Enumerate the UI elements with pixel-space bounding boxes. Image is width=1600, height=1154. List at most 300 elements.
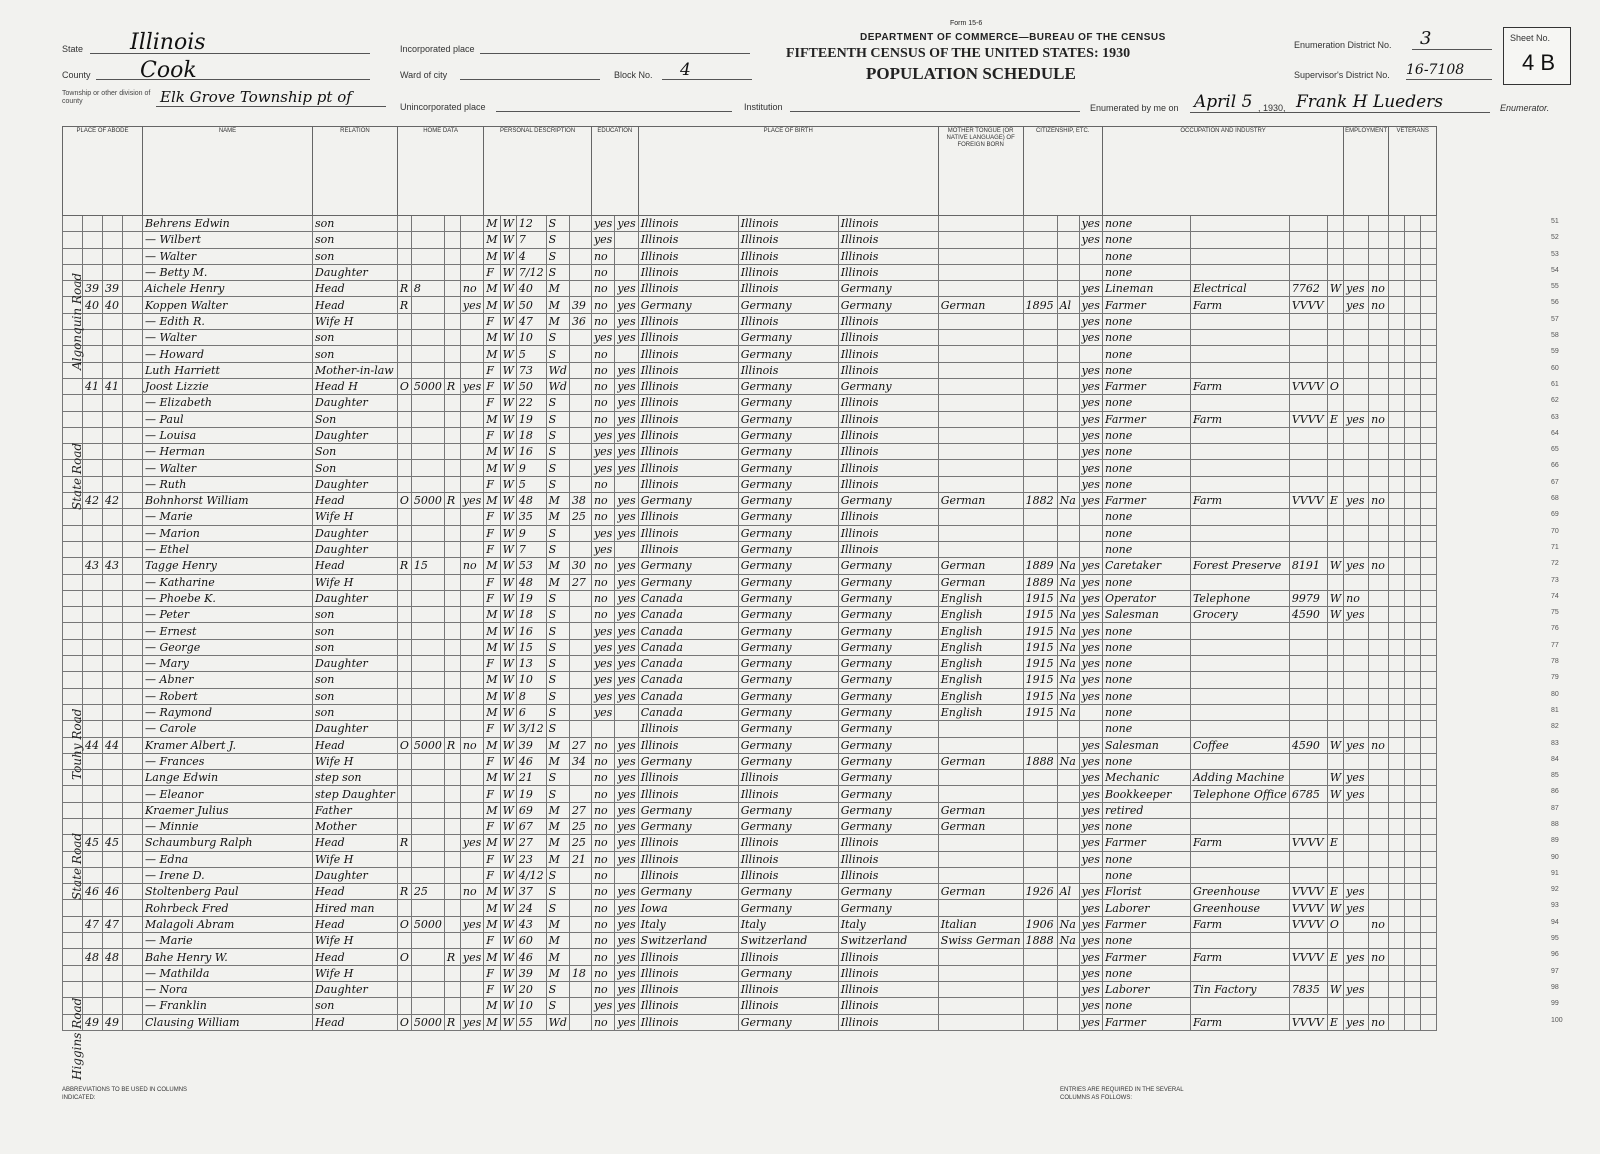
cell-tongue <box>938 949 1023 965</box>
cell-value <box>411 867 444 883</box>
cell-occupation: none <box>1102 574 1190 590</box>
cell-name: Aichele Henry <box>143 281 313 297</box>
cell-worker <box>1327 216 1343 232</box>
cell-sex: M <box>484 900 500 916</box>
cell-name: — Walter <box>143 330 313 346</box>
cell-birth: Illinois <box>638 281 738 297</box>
cell-value <box>411 444 444 460</box>
cell-blank <box>1405 607 1421 623</box>
cell-blank <box>1421 574 1437 590</box>
cell-employed: yes <box>1344 949 1369 965</box>
cell-dwelling <box>103 248 123 264</box>
cell-blank <box>1421 297 1437 313</box>
cell-blank <box>1389 704 1405 720</box>
cell-race: W <box>500 493 516 509</box>
cell-age: 50 <box>516 297 546 313</box>
cell-relation: son <box>313 248 398 264</box>
supervisor-value: 16-7108 <box>1406 62 1465 78</box>
cell-code: 8191 <box>1289 558 1327 574</box>
cell-read: yes <box>615 933 638 949</box>
cell-blank <box>1389 639 1405 655</box>
cell-employed <box>1344 802 1369 818</box>
table-row <box>63 851 1437 867</box>
cell-tongue <box>938 867 1023 883</box>
cell-tenure <box>397 965 411 981</box>
cell-age-marr: 36 <box>569 313 591 329</box>
cell-house <box>83 216 103 232</box>
cell-race: W <box>500 411 516 427</box>
cell-house <box>83 509 103 525</box>
cell-blank <box>1421 281 1437 297</box>
cell-radio <box>444 216 460 232</box>
cell-age-marr: 38 <box>569 493 591 509</box>
cell-birth: Illinois <box>638 525 738 541</box>
cell-family <box>123 346 143 362</box>
cell-age: 27 <box>516 835 546 851</box>
cell-tongue <box>938 362 1023 378</box>
cell-birth: Illinois <box>638 264 738 280</box>
cell-english: yes <box>1079 378 1102 394</box>
cell-blank <box>1389 884 1405 900</box>
cell-blank <box>1389 770 1405 786</box>
cell-marital: S <box>546 981 569 997</box>
cell-vet <box>1369 721 1389 737</box>
cell-nat <box>1057 378 1079 394</box>
cell-age: 37 <box>516 884 546 900</box>
cell-year-imm <box>1023 802 1057 818</box>
cell-code <box>1289 216 1327 232</box>
cell-code <box>1289 460 1327 476</box>
cell-employed <box>1344 835 1369 851</box>
cell-school: no <box>591 867 614 883</box>
cell-radio <box>444 981 460 997</box>
cell-marital: S <box>546 460 569 476</box>
cell-radio <box>444 770 460 786</box>
cell-sex: M <box>484 346 500 362</box>
cell-vet <box>1369 998 1389 1014</box>
line-number: 90 <box>1551 854 1559 861</box>
cell-dwelling <box>103 770 123 786</box>
cell-race: W <box>500 1014 516 1030</box>
cell-sex: M <box>484 998 500 1014</box>
line-number: 91 <box>1551 870 1559 877</box>
cell-industry <box>1190 541 1289 557</box>
cell-blank <box>1405 427 1421 443</box>
cell-blank <box>1405 688 1421 704</box>
cell-tongue: Swiss German <box>938 933 1023 949</box>
cell-name: — Walter <box>143 248 313 264</box>
cell-relation: Wife H <box>313 965 398 981</box>
cell-worker <box>1327 362 1343 378</box>
cell-blank <box>1389 607 1405 623</box>
cell-relation: Head <box>313 493 398 509</box>
cell-race: W <box>500 427 516 443</box>
cell-house <box>83 851 103 867</box>
cell-employed: yes <box>1344 297 1369 313</box>
cell-read <box>615 248 638 264</box>
cell-industry <box>1190 688 1289 704</box>
cell-relation: Daughter <box>313 656 398 672</box>
cell-marital: M <box>546 949 569 965</box>
cell-occupation: Salesman <box>1102 737 1190 753</box>
cell-english: yes <box>1079 639 1102 655</box>
cell-occupation: none <box>1102 232 1190 248</box>
cell-tenure <box>397 590 411 606</box>
cell-year-imm: 1895 <box>1023 297 1057 313</box>
cell-blank <box>1389 362 1405 378</box>
cell-father: Germany <box>738 590 838 606</box>
cell-house <box>83 607 103 623</box>
cell-nat: Na <box>1057 623 1079 639</box>
cell-blank <box>1389 900 1405 916</box>
cell-nat <box>1057 835 1079 851</box>
cell-birth: Illinois <box>638 346 738 362</box>
state-label: State <box>62 44 84 54</box>
cell-race: W <box>500 623 516 639</box>
cell-blank <box>1405 558 1421 574</box>
cell-occupation: none <box>1102 818 1190 834</box>
cell-marital: M <box>546 916 569 932</box>
cell-farm <box>460 248 483 264</box>
cell-radio <box>444 623 460 639</box>
cell-name: — Katharine <box>143 574 313 590</box>
cell-employed <box>1344 509 1369 525</box>
cell-english <box>1079 541 1102 557</box>
cell-blank <box>1389 264 1405 280</box>
cell-tenure: R <box>397 281 411 297</box>
cell-family <box>123 818 143 834</box>
cell-tongue: English <box>938 607 1023 623</box>
cell-father: Germany <box>738 639 838 655</box>
cell-family <box>123 493 143 509</box>
cell-blank <box>1421 851 1437 867</box>
cell-sex: F <box>484 656 500 672</box>
cell-radio <box>444 802 460 818</box>
cell-industry: Adding Machine <box>1190 770 1289 786</box>
cell-year-imm <box>1023 411 1057 427</box>
cell-nat <box>1057 476 1079 492</box>
cell-sex: F <box>484 378 500 394</box>
cell-relation: Head <box>313 737 398 753</box>
cell-birth: Canada <box>638 590 738 606</box>
cell-blank <box>1421 460 1437 476</box>
cell-name: Lange Edwin <box>143 770 313 786</box>
cell-employed <box>1344 541 1369 557</box>
cell-code: VVVV <box>1289 297 1327 313</box>
cell-mother: Switzerland <box>838 933 938 949</box>
cell-english: yes <box>1079 965 1102 981</box>
cell-year-imm <box>1023 770 1057 786</box>
cell-house <box>83 330 103 346</box>
cell-father: Illinois <box>738 981 838 997</box>
cell-blank <box>1421 313 1437 329</box>
cell-industry: Farm <box>1190 378 1289 394</box>
cell-school: no <box>591 965 614 981</box>
cell-farm <box>460 933 483 949</box>
cell-age-marr: 21 <box>569 851 591 867</box>
line-number: 80 <box>1551 691 1559 698</box>
cell-dwelling <box>103 753 123 769</box>
township-value: Elk Grove Township pt of <box>160 88 352 106</box>
cell-birth: Illinois <box>638 378 738 394</box>
cell-vet: no <box>1369 916 1389 932</box>
cell-nat <box>1057 721 1079 737</box>
cell-family <box>123 509 143 525</box>
cell-name: — Marie <box>143 933 313 949</box>
line-number: 64 <box>1551 430 1559 437</box>
cell-sex: M <box>484 949 500 965</box>
cell-nat: Al <box>1057 884 1079 900</box>
cell-nat <box>1057 248 1079 264</box>
cell-english: yes <box>1079 981 1102 997</box>
table-row <box>63 444 1437 460</box>
cell-vet: no <box>1369 281 1389 297</box>
line-number: 98 <box>1551 984 1559 991</box>
cell-value <box>411 786 444 802</box>
cell-code: VVVV <box>1289 884 1327 900</box>
cell-english: yes <box>1079 362 1102 378</box>
cell-family <box>123 998 143 1014</box>
cell-blank <box>1389 346 1405 362</box>
table-row <box>63 639 1437 655</box>
cell-marital: S <box>546 427 569 443</box>
cell-age-marr <box>569 346 591 362</box>
line-number: 71 <box>1551 544 1559 551</box>
cell-tenure <box>397 672 411 688</box>
cell-farm <box>460 656 483 672</box>
cell-age-marr <box>569 933 591 949</box>
cell-age: 22 <box>516 395 546 411</box>
cell-blank <box>1405 753 1421 769</box>
cell-employed <box>1344 264 1369 280</box>
cell-tongue <box>938 427 1023 443</box>
cell-birth: Illinois <box>638 835 738 851</box>
cell-tenure: R <box>397 297 411 313</box>
cell-marital: M <box>546 558 569 574</box>
cell-nat: Na <box>1057 753 1079 769</box>
cell-tenure <box>397 525 411 541</box>
cell-sex: M <box>484 704 500 720</box>
cell-dwelling <box>103 933 123 949</box>
cell-marital: S <box>546 525 569 541</box>
cell-blank <box>1389 297 1405 313</box>
cell-code: VVVV <box>1289 1014 1327 1030</box>
cell-birth: Illinois <box>638 786 738 802</box>
cell-birth: Illinois <box>638 981 738 997</box>
cell-name: — Wilbert <box>143 232 313 248</box>
cell-tenure <box>397 867 411 883</box>
cell-father: Illinois <box>738 949 838 965</box>
cell-nat: Na <box>1057 639 1079 655</box>
cell-relation: Head H <box>313 378 398 394</box>
cell-birth: Illinois <box>638 248 738 264</box>
cell-worker <box>1327 264 1343 280</box>
cell-mother: Illinois <box>838 427 938 443</box>
cell-age-marr: 25 <box>569 835 591 851</box>
cell-name: — Irene D. <box>143 867 313 883</box>
cell-radio <box>444 411 460 427</box>
cell-father: Germany <box>738 395 838 411</box>
cell-relation: son <box>313 704 398 720</box>
cell-mother: Germany <box>838 297 938 313</box>
cell-birth: Illinois <box>638 721 738 737</box>
cell-worker: E <box>1327 949 1343 965</box>
line-number: 73 <box>1551 577 1559 584</box>
cell-mother: Illinois <box>838 216 938 232</box>
cell-marital: S <box>546 444 569 460</box>
cell-school: no <box>591 411 614 427</box>
cell-street <box>63 916 83 932</box>
cell-tongue <box>938 378 1023 394</box>
cell-english: yes <box>1079 395 1102 411</box>
cell-employed <box>1344 346 1369 362</box>
cell-code <box>1289 525 1327 541</box>
cell-year-imm <box>1023 965 1057 981</box>
cell-english: yes <box>1079 297 1102 313</box>
state-value: Illinois <box>130 30 206 55</box>
cell-father: Germany <box>738 476 838 492</box>
cell-value <box>411 297 444 313</box>
cell-worker: E <box>1327 1014 1343 1030</box>
cell-vet <box>1369 460 1389 476</box>
cell-blank <box>1405 884 1421 900</box>
cell-worker <box>1327 851 1343 867</box>
cell-age-marr: 25 <box>569 818 591 834</box>
cell-age: 5 <box>516 476 546 492</box>
cell-employed <box>1344 232 1369 248</box>
cell-nat <box>1057 770 1079 786</box>
table-row <box>63 688 1437 704</box>
cell-age-marr: 39 <box>569 297 591 313</box>
cell-value <box>411 476 444 492</box>
cell-mother: Illinois <box>838 248 938 264</box>
cell-sex: F <box>484 786 500 802</box>
cell-industry <box>1190 395 1289 411</box>
cell-tongue <box>938 900 1023 916</box>
cell-age-marr <box>569 1014 591 1030</box>
cell-farm <box>460 216 483 232</box>
cell-industry <box>1190 460 1289 476</box>
cell-industry <box>1190 216 1289 232</box>
cell-english: yes <box>1079 281 1102 297</box>
cell-age: 20 <box>516 981 546 997</box>
cell-farm: yes <box>460 835 483 851</box>
cell-nat <box>1057 786 1079 802</box>
table-row <box>63 460 1437 476</box>
cell-race: W <box>500 558 516 574</box>
cell-worker <box>1327 232 1343 248</box>
cell-blank <box>1421 721 1437 737</box>
cell-relation: step son <box>313 770 398 786</box>
cell-school: no <box>591 737 614 753</box>
cell-blank <box>1421 802 1437 818</box>
cell-family <box>123 297 143 313</box>
cell-year-imm <box>1023 444 1057 460</box>
cell-name: — Franklin <box>143 998 313 1014</box>
cell-read: yes <box>615 378 638 394</box>
cell-marital: S <box>546 623 569 639</box>
cell-tenure <box>397 818 411 834</box>
cell-house <box>83 411 103 427</box>
cell-family <box>123 264 143 280</box>
cell-farm <box>460 476 483 492</box>
cell-name: — Eleanor <box>143 786 313 802</box>
cell-radio <box>444 835 460 851</box>
cell-year-imm <box>1023 216 1057 232</box>
cell-mother: Illinois <box>838 346 938 362</box>
cell-school: no <box>591 264 614 280</box>
cell-age-marr: 30 <box>569 558 591 574</box>
cell-worker <box>1327 541 1343 557</box>
cell-school <box>591 721 614 737</box>
table-row <box>63 672 1437 688</box>
cell-father: Illinois <box>738 281 838 297</box>
cell-marital: M <box>546 835 569 851</box>
cell-age: 16 <box>516 444 546 460</box>
cell-occupation: none <box>1102 541 1190 557</box>
cell-age: 21 <box>516 770 546 786</box>
cell-birth: Illinois <box>638 411 738 427</box>
line-number: 83 <box>1551 740 1559 747</box>
cell-occupation: none <box>1102 965 1190 981</box>
cell-nat <box>1057 949 1079 965</box>
table-row <box>63 574 1437 590</box>
cell-value <box>411 330 444 346</box>
cell-occupation: none <box>1102 444 1190 460</box>
cell-read <box>615 867 638 883</box>
cell-school: no <box>591 753 614 769</box>
cell-marital: S <box>546 672 569 688</box>
cell-house <box>83 753 103 769</box>
cell-house <box>83 688 103 704</box>
street-note-3: Touhy Road <box>70 708 84 780</box>
cell-blank <box>1421 949 1437 965</box>
cell-radio <box>444 900 460 916</box>
cell-sex: M <box>484 460 500 476</box>
incorporated-label: Incorporated place <box>400 44 475 54</box>
cell-age-marr: 27 <box>569 737 591 753</box>
cell-birth: Germany <box>638 884 738 900</box>
line-number: 54 <box>1551 267 1559 274</box>
cell-marital: M <box>546 574 569 590</box>
cell-family <box>123 737 143 753</box>
cell-dwelling <box>103 704 123 720</box>
street-note-4: State Road <box>70 832 84 900</box>
cell-mother: Illinois <box>838 411 938 427</box>
cell-father: Germany <box>738 900 838 916</box>
cell-dwelling <box>103 541 123 557</box>
cell-age-marr <box>569 949 591 965</box>
cell-blank <box>1405 786 1421 802</box>
cell-age: 18 <box>516 607 546 623</box>
cell-marital: S <box>546 786 569 802</box>
cell-birth: Canada <box>638 656 738 672</box>
cell-marital: M <box>546 965 569 981</box>
cell-year-imm <box>1023 998 1057 1014</box>
cell-name: Schaumburg Ralph <box>143 835 313 851</box>
cell-school: yes <box>591 639 614 655</box>
cell-sex: M <box>484 835 500 851</box>
cell-house <box>83 362 103 378</box>
cell-occupation: none <box>1102 639 1190 655</box>
cell-industry <box>1190 721 1289 737</box>
cell-year-imm <box>1023 427 1057 443</box>
cell-blank <box>1405 346 1421 362</box>
cell-year-imm <box>1023 330 1057 346</box>
cell-value <box>411 411 444 427</box>
cell-radio <box>444 818 460 834</box>
cell-tongue <box>938 232 1023 248</box>
